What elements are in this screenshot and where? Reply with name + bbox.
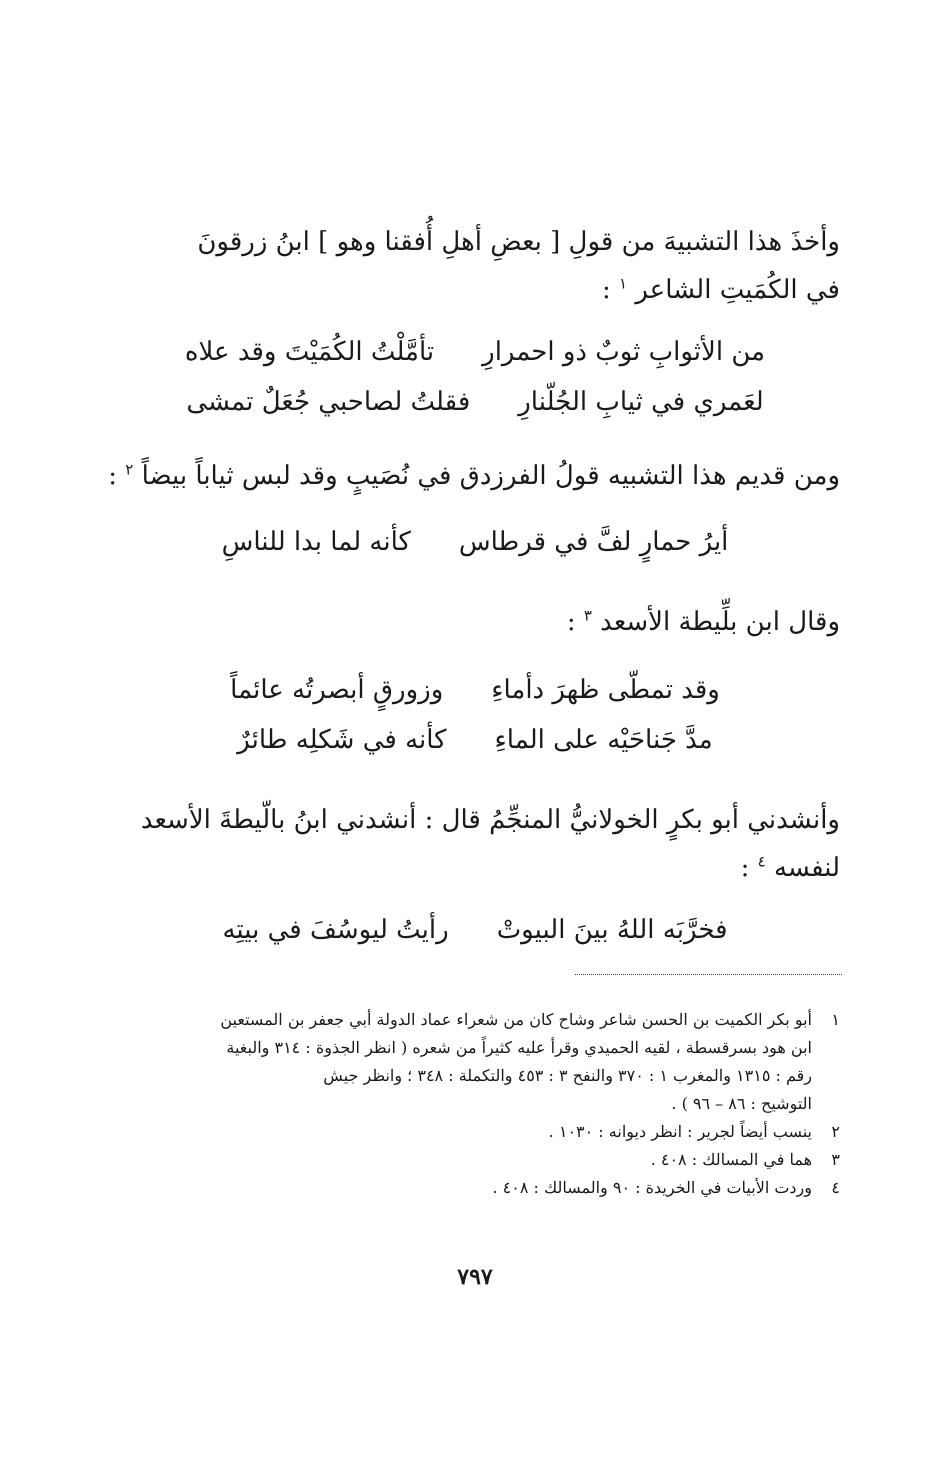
paragraph-3	[110, 598, 840, 646]
verse-3-row-1	[150, 666, 800, 714]
paragraph-1-line-2-text: في الكُمَيتِ الشاعر	[635, 275, 840, 305]
footnote-3-number: ٣	[831, 1150, 840, 1169]
footnote-4-number: ٤	[831, 1178, 840, 1197]
footnote-3	[110, 1146, 840, 1174]
footnote-4-text: وردت الأبيات في الخريدة : ٩٠ والمسالك : ٤٠٨ .	[492, 1178, 812, 1197]
paragraph-1-colon: :	[601, 275, 619, 305]
footnote-1-line-3: رقم : ١٣١٥ والمغرب ١ : ٣٧٠ والنفح ٣ : ٤٥٣ والتكملة : ٣٤٨ ؛ وانظر جيش	[323, 1066, 812, 1085]
paragraph-2-colon: :	[108, 461, 126, 491]
paragraph-2-line	[110, 452, 840, 500]
footnote-1-line-1: أبو بكر الكميت بن الحسن شاعر وشاح كان من شعراء عماد الدولة أبي جعفر بن المستعين	[220, 1010, 812, 1029]
footnote-3-text: هما في المسالك : ٤٠٨ .	[650, 1150, 812, 1169]
verse-1-row-1-second-hemistich: من الأثوابِ ثوبٌ ذو احمرارِ	[482, 337, 766, 367]
paragraph-3-colon: :	[566, 607, 584, 637]
paragraph-1-line-2	[110, 266, 840, 314]
verse-2-row-1-first-hemistich: كأنه لما بدا للناسِ	[221, 527, 411, 557]
paragraph-3-text: وقال ابن بلِّيطة الأسعد	[600, 607, 840, 637]
verse-1-row-1-first-hemistich: تأمَّلْتُ الكُمَيْتَ وقد علاه	[184, 337, 435, 367]
verse-1-row-2	[150, 378, 800, 426]
footnote-1-first-line	[220, 1010, 840, 1029]
footnote-2-number: ٢	[831, 1122, 840, 1141]
footnote-2-text: ينسب أيضاً لجرير : انظر ديوانه : ١٠٣٠ .	[548, 1122, 812, 1141]
footnotes	[110, 1006, 840, 1202]
verse-1-row-1	[150, 328, 800, 376]
paragraph-4-line-1: وأنشدني أبو بكرٍ الخولانيُّ المنجِّمُ قال : أنشدني ابنُ بالّيطةَ الأسعد	[140, 805, 840, 835]
footnote-2	[110, 1118, 840, 1146]
footnote-ref-2: ٢	[125, 460, 134, 479]
footnote-1-line-2: ابن هود بسرقسطة ، لقيه الحميدي وقرأ عليه كثيراً من شعره ( انظر الجذوة : ٣١٤ والبغية	[226, 1038, 812, 1057]
paragraph-1-line-1: وأخذَ هذا التشبيهَ من قولِ [ بعضِ أهلِ أُفقنا وهو ] ابنُ زرقونَ	[197, 227, 840, 257]
verse-1-row-2-first-hemistich: فقلتُ لصاحبي جُعَلٌ تمشى	[186, 387, 471, 417]
paragraph-1	[110, 218, 840, 314]
paragraph-2-text: ومن قديم هذا التشبيه قولُ الفرزدق في نُصَيبٍ وقد لبس ثياباً بيضاً	[141, 461, 840, 491]
footnote-1	[110, 1006, 840, 1118]
footnote-4	[110, 1174, 840, 1202]
verse-3-row-2-first-hemistich: كأنه في شَكلِه طائرٌ	[237, 725, 447, 755]
verse-2-row-1-second-hemistich: أيرُ حمارٍ لفَّ في قرطاس	[458, 527, 729, 557]
paragraph-4-line-2	[110, 844, 840, 892]
paragraph-3-line	[110, 598, 840, 646]
footnote-1-line-4: التوشيح : ٨٦ – ٩٦ ) .	[671, 1094, 812, 1113]
footnote-ref-3: ٣	[583, 606, 592, 625]
verse-3-row-2-second-hemistich: مدَّ جَناحَيْه على الماءِ	[494, 725, 713, 755]
footnote-1-number: ١	[831, 1010, 840, 1029]
paragraph-4	[110, 796, 840, 892]
paragraph-4-line-2-text: لنفسه	[773, 853, 840, 883]
page-number: ٧٩٧	[457, 1264, 493, 1290]
verse-4-row-1-second-hemistich: فخرَّبَه اللهُ بينَ البيوتْ	[496, 915, 728, 945]
verse-4-row-1-first-hemistich: رأيتُ ليوسُفَ في بيتِه	[222, 915, 449, 945]
verse-1-row-2-second-hemistich: لعَمري في ثيابِ الجُلّنارِ	[518, 387, 764, 417]
paragraph-4-colon: :	[740, 853, 758, 883]
footnote-separator	[575, 974, 842, 975]
verse-3-row-1-first-hemistich: وزورقٍ أبصرتُه عائماً	[230, 675, 444, 705]
verse-3-row-1-second-hemistich: وقد تمطّى ظهرَ دأماءِ	[491, 675, 720, 705]
verse-3-row-2	[150, 716, 800, 764]
footnote-ref-1: ١	[619, 274, 628, 293]
verse-4-row-1	[150, 906, 800, 954]
paragraph-2	[110, 452, 840, 500]
footnote-ref-4: ٤	[757, 852, 766, 871]
verse-2-row-1	[160, 518, 790, 566]
